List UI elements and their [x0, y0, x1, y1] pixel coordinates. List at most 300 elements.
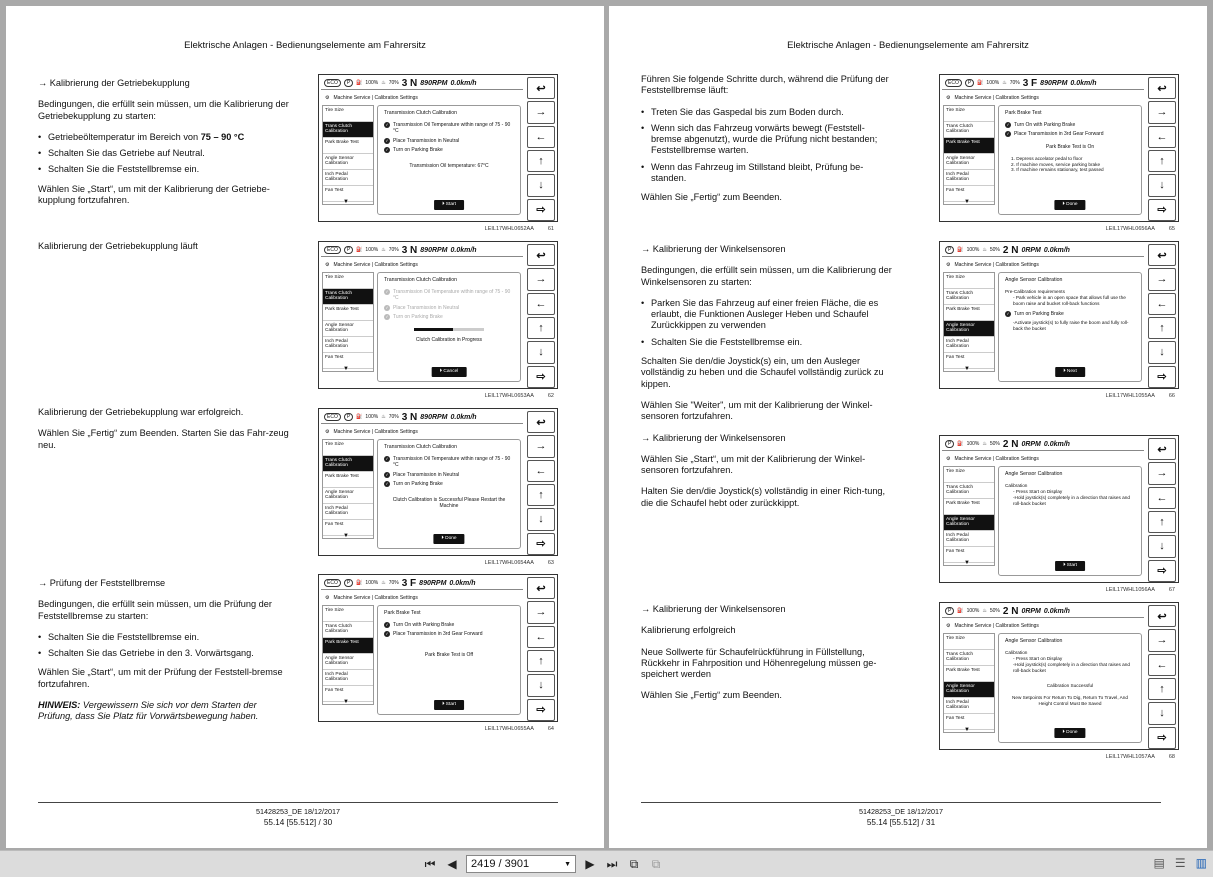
instruction-item: 1. Depress accelator pedal to floor [1011, 155, 1083, 161]
paragraph: Kalibrierung der Getriebekupplung läuft [38, 241, 198, 251]
checklist-item [384, 289, 514, 301]
temperature-icon: ♨ [982, 247, 987, 253]
menu-item[interactable]: Tire Size [323, 606, 373, 622]
calibration-panel [998, 105, 1142, 215]
eco-icon: ECO [324, 413, 341, 421]
menu-item[interactable]: Fan Test [323, 520, 373, 536]
checklist-label: Place Transmission in Neutral [393, 471, 460, 478]
menu-item[interactable]: Park Brake Test [323, 638, 373, 654]
panel-title: Park Brake Test [384, 610, 421, 616]
nav-buttons [1148, 605, 1176, 749]
wrench-icon: ⚙ [946, 261, 951, 268]
arrow-up-button[interactable]: ↑ [1148, 317, 1176, 339]
check-icon: ✓ [1006, 122, 1010, 128]
menu-item[interactable]: Fan Test [944, 547, 994, 563]
fuel-level: 100% [365, 580, 379, 586]
display-screenshot [939, 435, 1179, 583]
eco-icon: ECO [324, 79, 341, 87]
figure-caption: LEIL17WHL1057AA 68 [1105, 754, 1175, 760]
menu-item[interactable]: Angle Sensor Calibration [323, 321, 373, 337]
parking-icon: P [945, 607, 954, 615]
temp-level: 70% [388, 247, 399, 253]
checklist-item [384, 305, 514, 311]
panel-action-button[interactable]: ⏵ Done [1054, 200, 1085, 210]
calibration-step: -Hold joystick(s) completely in a direction that raises and roll-back bucket [1013, 494, 1130, 506]
arrow-up-button[interactable]: ↑ [527, 317, 555, 339]
paragraph: Wählen Sie „Fertig“ zum Beenden. [641, 192, 782, 203]
speed-readout: 0.0km/h [450, 413, 477, 421]
back-button[interactable]: ↩ [527, 577, 555, 599]
last-page-button[interactable]: ⏭ [606, 856, 618, 871]
success-detail: New Setpoints For Return To Dig, Return To Travel, And Height Control Must Be Saved [1011, 695, 1129, 706]
back-view-icon[interactable]: ⧉ [629, 856, 639, 871]
checklist-label: Transmission Oil Temperature within range of 75 - 90 °C [393, 289, 511, 302]
menu-item[interactable]: Tire Size [323, 440, 373, 456]
figure-caption: LEIL17WHL0656AA 65 [1105, 226, 1175, 232]
paragraph: Kalibrierung erfolgreich [641, 625, 736, 636]
rpm-readout: 890RPM [420, 79, 448, 87]
gear-indicator: 3 N [401, 244, 418, 256]
fuel-icon: ⛽ [356, 580, 363, 586]
wrench-icon: ⚙ [325, 94, 330, 101]
fuel-icon: ⛽ [957, 608, 964, 614]
panel-title: Transmission Clutch Calibration [384, 444, 458, 450]
check-icon: ✓ [385, 146, 389, 152]
checklist-item [384, 314, 514, 320]
arrow-down-button[interactable]: ↓ [1148, 535, 1176, 557]
arrow-up-button[interactable]: ↑ [527, 650, 555, 672]
check-icon: ✓ [385, 289, 389, 295]
paragraph: Wählen Sie „Fertig“ zum Beenden. Starten Sie das Fahr-zeug neu. [38, 428, 289, 450]
speed-readout: 0.0km/h [1043, 246, 1070, 254]
status-bar [321, 411, 523, 424]
document-page-right [609, 6, 1207, 848]
continuous-view-icon[interactable]: ☰ [1174, 856, 1186, 870]
speed-readout: 0.0km/h [449, 579, 476, 587]
panel-title: Park Brake Test [1005, 110, 1042, 116]
instruction-item: 2. If machine moves, service parking brake [1011, 161, 1101, 167]
breadcrumb: ⚙ Machine Service | Calibration Settings [325, 94, 418, 101]
menu-item[interactable]: Park Brake Test [944, 138, 994, 154]
arrow-down-button[interactable]: ↓ [1148, 341, 1176, 363]
arrow-up-button[interactable]: ↑ [1148, 678, 1176, 700]
menu-item[interactable]: Fan Test [944, 186, 994, 202]
arrow-left-button[interactable]: ← [527, 460, 555, 482]
eco-icon: ECO [945, 79, 962, 87]
arrow-up-button[interactable]: ↑ [527, 484, 555, 506]
temp-level: 70% [388, 80, 399, 86]
check-icon: ✓ [385, 631, 389, 637]
arrow-left-button[interactable]: ← [1148, 126, 1176, 148]
arrow-right-button[interactable]: → [1148, 101, 1176, 123]
back-button[interactable]: ↩ [527, 411, 555, 433]
check-icon: ✓ [385, 456, 389, 462]
parking-icon: P [344, 413, 353, 421]
arrow-right-button[interactable]: → [1148, 462, 1176, 484]
menu-item[interactable]: Trans Clutch Calibration [323, 456, 373, 472]
menu-item[interactable]: Tire Size [323, 273, 373, 289]
figure-caption: LEIL17WHL1056AA 67 [1105, 587, 1175, 593]
menu-item[interactable]: Inch Pedal Calibration [944, 170, 994, 186]
menu-item[interactable]: Park Brake Test [323, 138, 373, 154]
breadcrumb: ⚙ Machine Service | Calibration Settings [946, 261, 1039, 268]
paragraph: Bedingungen, die erfüllt sein müssen, um die Kalibrierung der Winkelsensoren zu starten: [641, 265, 892, 287]
parking-icon: P [965, 79, 974, 87]
fuel-icon: ⛽ [356, 80, 363, 86]
nav-buttons [1148, 244, 1176, 388]
rpm-readout: 890RPM [420, 413, 448, 421]
rpm-readout: 0RPM [1021, 607, 1041, 615]
chevron-down-icon: ▼ [343, 366, 349, 372]
panel-action-button[interactable]: ⏵ Cancel [432, 367, 467, 377]
wrench-icon: ⚙ [946, 455, 951, 462]
eco-icon: ECO [324, 246, 341, 254]
menu-item[interactable]: Inch Pedal Calibration [323, 504, 373, 520]
chevron-down-icon: ▼ [343, 699, 349, 705]
arrow-right-button[interactable]: → [527, 435, 555, 457]
list-item: • Treten Sie das Gaspedal bis zum Boden durch. [641, 107, 893, 118]
single-page-view-icon[interactable]: ▤ [1153, 856, 1165, 870]
paragraph: Wählen Sie „Start“, um mit der Kalibrierung der Getriebe-kupplung fortzufahren. [38, 183, 270, 206]
menu-item[interactable]: Trans Clutch Calibration [944, 289, 994, 305]
enter-button[interactable]: ⇨ [1148, 199, 1176, 221]
check-icon: ✓ [385, 471, 389, 477]
menu-item[interactable]: Park Brake Test [323, 472, 373, 488]
fuel-level: 100% [365, 414, 379, 420]
paragraph: Bedingungen, die erfüllt sein müssen, um die Prüfung der Feststellbremse zu starten: [38, 599, 272, 621]
checklist-item [384, 631, 514, 637]
menu-item[interactable]: Angle Sensor Calibration [323, 654, 373, 670]
section-park-brake-running [641, 74, 893, 214]
panel-action-button[interactable]: ⏵ Done [433, 534, 464, 544]
fuel-level: 100% [966, 247, 980, 253]
checklist-label: Turn on Parking Brake [1014, 310, 1064, 317]
gear-indicator: 3 N [401, 77, 418, 89]
enter-button[interactable]: ⇨ [527, 366, 555, 388]
rpm-readout: 0RPM [1021, 246, 1041, 254]
menu-item[interactable]: Park Brake Test [944, 499, 994, 515]
gear-indicator: 2 N [1002, 244, 1019, 256]
menu-item[interactable]: Inch Pedal Calibration [944, 531, 994, 547]
checklist-label: Place Transmission in 3rd Gear Forward [393, 631, 483, 638]
list-item: • Getriebeöltemperatur im Bereich von 75 – 90 °C [38, 132, 290, 143]
arrow-right-button[interactable]: → [1148, 268, 1176, 290]
page-footer: 51428253_DE 18/12/2017 55.14 [55.512] / 31 [641, 802, 1161, 828]
calibration-panel [377, 105, 521, 215]
figure-caption: LEIL17WHL0653AA 62 [484, 393, 554, 399]
back-button[interactable]: ↩ [1148, 605, 1176, 627]
back-button[interactable]: ↩ [1148, 77, 1176, 99]
menu-item[interactable]: Angle Sensor Calibration [944, 321, 994, 337]
checklist-item [1005, 131, 1135, 137]
enter-button[interactable]: ⇨ [527, 533, 555, 555]
breadcrumb: ⚙ Machine Service | Calibration Settings [325, 261, 418, 268]
status-message: Clutch Calibration is Successful Please Restart the Machine [392, 497, 506, 510]
calibration-heading: Calibration [1005, 483, 1028, 489]
first-page-button[interactable]: ⏮ [424, 856, 436, 871]
arrow-left-button[interactable]: ← [1148, 293, 1176, 315]
checklist-label: Turn on Parking Brake [393, 146, 443, 153]
calibration-menu [322, 272, 374, 372]
panel-action-button[interactable]: ⏵ Done [1054, 728, 1085, 738]
parking-icon: P [945, 246, 954, 254]
page-header: Elektrische Anlagen - Bedienungselemente am Fahrersitz [787, 40, 1029, 51]
parking-icon: P [344, 246, 353, 254]
panel-action-button[interactable]: ⏵ Start [434, 700, 464, 710]
section-angle-sensor [641, 244, 893, 519]
arrow-left-button[interactable]: ← [527, 126, 555, 148]
check-icon: ✓ [385, 137, 389, 143]
chevron-down-icon[interactable]: ▼ [564, 860, 571, 868]
menu-item[interactable]: Fan Test [323, 186, 373, 202]
parking-icon: P [945, 440, 954, 448]
fuel-icon: ⛽ [957, 441, 964, 447]
arrow-left-button[interactable]: ← [1148, 487, 1176, 509]
wrench-icon: ⚙ [946, 622, 951, 629]
list-item: • Wenn sich das Fahrzeug vorwärts bewegt (Feststell-bremse abgenutzt), wurde die Prüfung nicht bestanden; Feststellbremse warten. [641, 123, 893, 157]
two-page-view-icon[interactable]: ▥ [1195, 856, 1207, 870]
back-button[interactable]: ↩ [1148, 438, 1176, 460]
breadcrumb: ⚙ Machine Service | Calibration Settings [946, 94, 1039, 101]
previous-page-button[interactable]: ◀ [447, 857, 457, 871]
calibration-menu [322, 605, 374, 705]
check-icon: ✓ [385, 304, 389, 310]
menu-item[interactable]: Tire Size [944, 273, 994, 289]
menu-item[interactable]: Inch Pedal Calibration [323, 337, 373, 353]
menu-item[interactable]: Angle Sensor Calibration [944, 682, 994, 698]
arrow-left-button[interactable]: ← [527, 626, 555, 648]
status-bar [942, 244, 1144, 257]
paragraph: Kalibrierung der Getriebekupplung war erfolgreich. [38, 407, 244, 417]
temp-level: 70% [388, 414, 399, 420]
fuel-level: 100% [986, 80, 1000, 86]
paragraph: Führen Sie folgende Schritte durch, während die Prüfung der Feststellbremse läuft: [641, 74, 889, 96]
panel-action-button[interactable]: ⏵ Next [1055, 367, 1085, 377]
menu-item[interactable]: Trans Clutch Calibration [944, 650, 994, 666]
panel-title: Angle Sensor Calibration [1005, 638, 1063, 644]
status-message: Park Brake Test is Off [424, 651, 474, 658]
requirements-heading: Pre-Calibration requirements [1005, 289, 1065, 295]
menu-item[interactable]: Tire Size [944, 467, 994, 483]
arrow-down-button[interactable]: ↓ [1148, 702, 1176, 724]
arrow-up-button[interactable]: ↑ [527, 150, 555, 172]
rpm-readout: 890RPM [420, 246, 448, 254]
wrench-icon: ⚙ [325, 261, 330, 268]
checklist-label: Place Transmission in Neutral [393, 304, 460, 311]
menu-item[interactable]: Inch Pedal Calibration [323, 170, 373, 186]
menu-item[interactable]: Trans Clutch Calibration [944, 122, 994, 138]
fuel-level: 100% [966, 441, 980, 447]
chevron-down-icon: ▼ [964, 199, 970, 205]
figure-caption: LEIL17WHL0655AA 64 [484, 726, 554, 732]
back-button[interactable]: ↩ [527, 244, 555, 266]
status-bar [321, 577, 523, 590]
breadcrumb: ⚙ Machine Service | Calibration Settings [325, 428, 418, 435]
note: HINWEIS: Vergewissern Sie sich vor dem Starten der Prüfung, dass Sie Platz für Vorwärtsbewegung haben. [38, 700, 259, 722]
menu-item[interactable]: Angle Sensor Calibration [323, 154, 373, 170]
calibration-panel [377, 439, 521, 549]
chevron-down-icon: ▼ [343, 533, 349, 539]
temp-level: 70% [1009, 80, 1020, 86]
figure-caption: LEIL17WHL0654AA 63 [484, 560, 554, 566]
temp-level: 50% [989, 247, 1000, 253]
requirement-text: - Park vehicle in an open space that allows full use the boom raise and bucket roll-back functions [1013, 295, 1126, 306]
bullet-list [641, 107, 893, 185]
checklist-item [384, 472, 514, 478]
menu-item[interactable]: Trans Clutch Calibration [323, 622, 373, 638]
menu-item[interactable]: Park Brake Test [323, 305, 373, 321]
status-bar [321, 244, 523, 257]
enter-button[interactable]: ⇨ [1148, 366, 1176, 388]
fuel-level: 100% [966, 608, 980, 614]
enter-button[interactable]: ⇨ [527, 199, 555, 221]
menu-item[interactable]: Fan Test [944, 714, 994, 730]
nav-buttons [527, 411, 555, 555]
checklist-label: Turn on Parking Brake [393, 313, 443, 320]
arrow-right-button[interactable]: → [527, 101, 555, 123]
list-item: • Schalten Sie die Feststellbremse ein. [38, 632, 290, 643]
calibration-heading: Calibration [1005, 650, 1028, 656]
arrow-right-button[interactable]: → [527, 601, 555, 623]
instruction-list [1005, 156, 1135, 173]
forward-view-icon[interactable]: ⧉ [651, 856, 661, 871]
enter-button[interactable]: ⇨ [1148, 560, 1176, 582]
status-bar [942, 438, 1144, 451]
panel-action-button[interactable]: ⏵ Start [1055, 561, 1085, 571]
status-bar [942, 77, 1144, 90]
fuel-level: 100% [365, 80, 379, 86]
check-icon: ✓ [385, 480, 389, 486]
menu-item[interactable]: Fan Test [944, 353, 994, 369]
nav-buttons [527, 77, 555, 221]
checklist-label: Turn On with Parking Brake [393, 622, 455, 629]
checklist-item [1005, 311, 1135, 317]
arrow-up-button[interactable]: ↑ [1148, 150, 1176, 172]
parking-icon: P [344, 579, 353, 587]
bullet-list [641, 298, 893, 348]
paragraph: Wählen Sie „Start“, um mit der Prüfung der Feststell-bremse fortzufahren. [38, 667, 283, 689]
rpm-readout: 890RPM [1040, 79, 1068, 87]
page-footer: 51428253_DE 18/12/2017 55.14 [55.512] / 30 [38, 802, 558, 828]
arrow-left-button[interactable]: ← [527, 293, 555, 315]
menu-item[interactable]: Fan Test [323, 353, 373, 369]
temperature-icon: ♨ [381, 580, 386, 586]
page-number-field[interactable] [466, 855, 576, 873]
menu-item[interactable]: Tire Size [323, 106, 373, 122]
nav-buttons [527, 244, 555, 388]
menu-item[interactable]: Angle Sensor Calibration [944, 515, 994, 531]
figure [318, 74, 558, 232]
rpm-readout: 890RPM [419, 579, 447, 587]
check-icon: ✓ [385, 122, 389, 128]
arrow-down-button[interactable]: ↓ [1148, 174, 1176, 196]
enter-button[interactable]: ⇨ [1148, 727, 1176, 749]
arrow-left-button[interactable]: ← [1148, 654, 1176, 676]
arrow-right-button[interactable]: → [527, 268, 555, 290]
status-bar [321, 77, 523, 90]
back-button[interactable]: ↩ [1148, 244, 1176, 266]
menu-item[interactable]: Park Brake Test [944, 666, 994, 682]
check-icon: ✓ [385, 313, 389, 319]
menu-item[interactable]: Angle Sensor Calibration [944, 154, 994, 170]
calibration-step: - Press Start on Display [1013, 489, 1063, 494]
checklist-label: Place Transmission in 3rd Gear Forward [1014, 131, 1104, 138]
figure [939, 435, 1179, 593]
checklist-item [384, 122, 514, 134]
gear-indicator: 3 F [1022, 77, 1038, 89]
back-button[interactable]: ↩ [527, 77, 555, 99]
menu-item[interactable]: Fan Test [323, 686, 373, 702]
menu-item[interactable]: Tire Size [944, 106, 994, 122]
section-clutch-running [38, 241, 290, 262]
arrow-right-button[interactable]: → [1148, 629, 1176, 651]
arrow-down-button[interactable]: ↓ [527, 508, 555, 530]
fuel-icon: ⛽ [356, 247, 363, 253]
gear-indicator: 3 N [401, 411, 418, 423]
check-icon: ✓ [385, 622, 389, 628]
paragraph: Wählen Sie "Weiter", um mit der Kalibrierung der Winkel-sensoren fortzufahren. [641, 399, 873, 422]
menu-item[interactable]: Trans Clutch Calibration [944, 483, 994, 499]
section-title: → Kalibrierung der Getriebekupplung [38, 78, 190, 88]
figure [318, 241, 558, 399]
menu-item[interactable]: Trans Clutch Calibration [323, 289, 373, 305]
breadcrumb: ⚙ Machine Service | Calibration Settings [946, 622, 1039, 629]
checklist-item [384, 622, 514, 628]
checklist-item [384, 147, 514, 153]
panel-title: Angle Sensor Calibration [1005, 471, 1063, 477]
temperature-icon: ♨ [381, 80, 386, 86]
checklist-item [384, 456, 514, 468]
arrow-down-button[interactable]: ↓ [527, 674, 555, 696]
menu-item[interactable]: Inch Pedal Calibration [944, 337, 994, 353]
enter-button[interactable]: ⇨ [527, 699, 555, 721]
menu-item[interactable]: Park Brake Test [944, 305, 994, 321]
wrench-icon: ⚙ [325, 594, 330, 601]
menu-item[interactable]: Inch Pedal Calibration [944, 698, 994, 714]
section-angle-sensor-success [641, 604, 893, 712]
calibration-menu [943, 272, 995, 372]
menu-item[interactable]: Inch Pedal Calibration [323, 670, 373, 686]
panel-title: Transmission Clutch Calibration [384, 277, 458, 283]
menu-item[interactable]: Tire Size [944, 634, 994, 650]
menu-item[interactable]: Angle Sensor Calibration [323, 488, 373, 504]
status-message: Transmission Oil temperature: 67°C [409, 163, 489, 170]
menu-item[interactable]: Trans Clutch Calibration [323, 122, 373, 138]
calibration-menu [943, 633, 995, 733]
fuel-level: 100% [365, 247, 379, 253]
panel-action-button[interactable]: ⏵ Start [434, 200, 464, 210]
figure [318, 574, 558, 732]
display-screenshot [939, 241, 1179, 389]
success-message: Calibration Successful [1046, 683, 1094, 689]
nav-buttons [527, 577, 555, 721]
arrow-down-button[interactable]: ↓ [527, 341, 555, 363]
calibration-step: -Hold joystick(s) completely in a direction that raises and roll-back bucket [1013, 661, 1130, 673]
calibration-menu [322, 439, 374, 539]
paragraph: Wählen Sie „Fertig“ zum Beenden. [641, 690, 782, 701]
temp-level: 50% [989, 441, 1000, 447]
display-screenshot [939, 602, 1179, 750]
next-page-button[interactable]: ▶ [585, 857, 595, 871]
checklist-label: Transmission Oil Temperature within range of 75 - 90 °C [393, 122, 511, 135]
paragraph: Schalten Sie den/die Joystick(s) ein, um den Ausleger vollständig zu heben und die Schaufel vollständig zurück zu kippen. [641, 356, 884, 389]
arrow-down-button[interactable]: ↓ [527, 174, 555, 196]
calibration-menu [943, 466, 995, 566]
checklist-label: Transmission Oil Temperature within range of 75 - 90 °C [393, 456, 511, 469]
display-screenshot [939, 74, 1179, 222]
arrow-up-button[interactable]: ↑ [1148, 511, 1176, 533]
check-icon: ✓ [1006, 131, 1010, 137]
